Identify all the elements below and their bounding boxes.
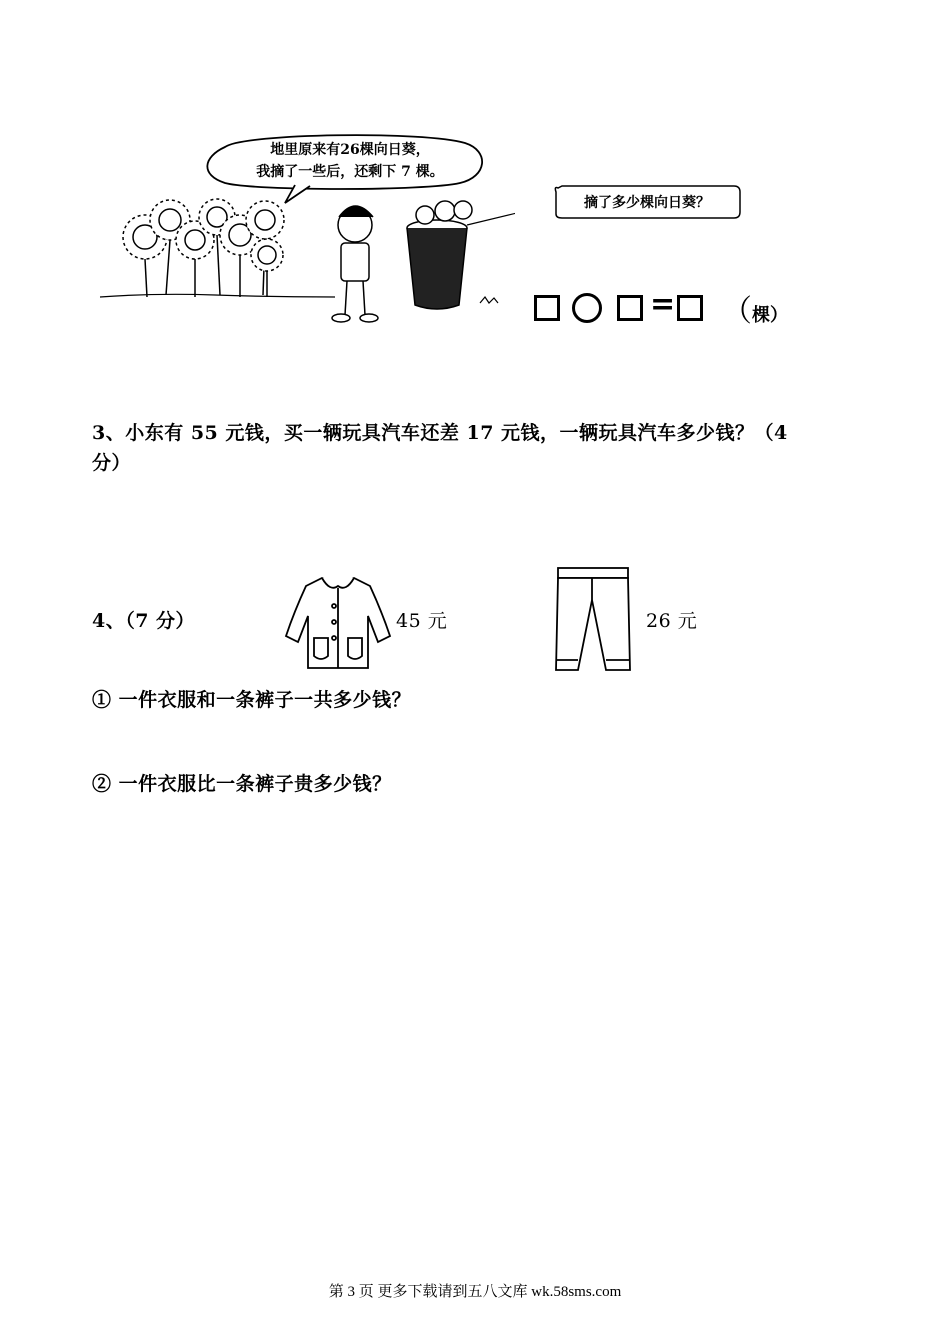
speech-line-2: 我摘了一些后，还剩下 7 棵。	[256, 164, 444, 180]
coat-image	[282, 572, 394, 670]
question-3-line-2: 分）	[92, 452, 132, 474]
question-bubble	[552, 184, 742, 220]
page-footer: 第 3 页 更多下载请到五八文库 wk.58sms.com	[328, 1284, 622, 1300]
answer-box-1[interactable]	[534, 295, 560, 321]
pants-price: 26 元	[646, 610, 698, 632]
question-3	[92, 418, 872, 478]
coat-price: 45 元	[396, 610, 448, 632]
unit-group	[722, 286, 788, 330]
operator-circle[interactable]	[572, 293, 602, 323]
sunflower-illustration	[95, 125, 515, 330]
answer-box-2[interactable]	[617, 295, 643, 321]
question-3-line-1: 3、小东有 55 元钱，买一辆玩具汽车还差 17 元钱，一辆玩具汽车多少钱？（4	[92, 422, 788, 444]
unit-label: 棵	[752, 305, 770, 326]
pants-drawing	[552, 564, 634, 672]
question-bubble-text: 摘了多少棵向日葵？	[584, 195, 710, 211]
answer-box-3[interactable]	[677, 295, 703, 321]
question-4-sub-1: ① 一件衣服和一条裤子一共多少钱？	[92, 689, 412, 711]
question-4-sub-2: ② 一件衣服比一条裤子贵多少钱？	[92, 773, 392, 795]
paren-open: （	[722, 294, 752, 329]
pants-image	[552, 564, 634, 672]
paren-close: ）	[770, 305, 788, 326]
speech-line-1: 地里原来有26棵向日葵，	[270, 142, 430, 158]
question-4-label: 4、（7 分）	[92, 610, 196, 632]
coat-drawing	[282, 572, 394, 670]
equals-sign: =	[650, 287, 676, 322]
